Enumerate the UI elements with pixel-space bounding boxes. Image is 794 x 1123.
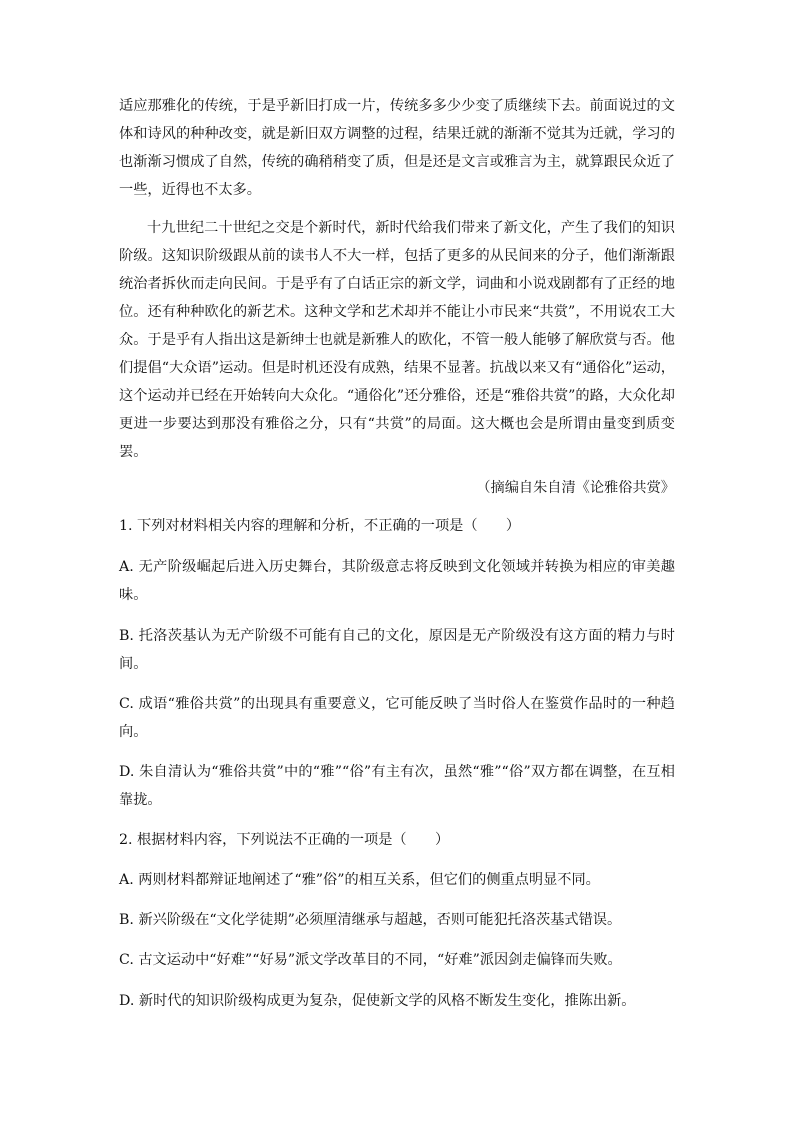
question-option: C. 成语“雅俗共赏”的出现具有重要意义，它可能反映了当时俗人在鉴赏作品时的一种趋向。 [119, 696, 675, 740]
question-stem: 2. 根据材料内容，下列说法不正确的一项是（ ） [119, 832, 450, 848]
question-option: B. 托洛茨基认为无产阶级不可能有自己的文化，原因是无产阶级没有这方面的精力与时间。 [119, 628, 675, 672]
question-option: B. 新兴阶级在“文化学徒期”必须厘清继承与超越，否则可能犯托洛茨基式错误。 [119, 912, 622, 928]
question-stem: 1. 下列对材料相关内容的理解和分析，不正确的一项是（ ） [119, 518, 521, 534]
question-option: D. 朱自清认为“雅俗共赏”中的“雅”“俗”有主有次，虽然“雅”“俗”双方都在调整，在互相靠拢。 [119, 764, 675, 808]
question-option: A. 两则材料都辩证地阐述了“雅”俗”的相互关系，但它们的侧重点明显不同。 [119, 872, 600, 888]
passage-paragraph: 适应那雅化的传统，于是乎新旧打成一片，传统多多少少变了质继续下去。前面说过的文体和诗风的种种改变，就是新旧双方调整的过程，结果迁就的渐渐不觉其为迁就，学习的也渐渐习惯成了自然，传统的确稍稍变了质，但是还是文言或雅言为主，就算跟民众近了一些，近得也不太多。 [119, 98, 675, 198]
question-option: A. 无产阶级崛起后进入历史舞台，其阶级意志将反映到文化领域并转换为相应的审美趣味。 [119, 559, 675, 603]
passage-source: （摘编自朱自清《论雅俗共赏》 [476, 480, 675, 496]
question-option: C. 古文运动中“好难”“好易”派文学改革目的不同，“好难”派因剑走偏锋而失败。 [119, 952, 622, 968]
question-option: D. 新时代的知识阶级构成更为复杂，促使新文学的风格不断发生变化，推陈出新。 [119, 993, 636, 1009]
passage-paragraph: 十九世纪二十世纪之交是个新时代，新时代给我们带来了新文化，产生了我们的知识阶级。这知识阶级跟从前的读书人不大一样，包括了更多的从民间来的分子，他们渐渐跟统治者拆伙而走向民间。于是乎有了白话正宗的新文学，词曲和小说戏剧都有了正经的地位。还有种种欧化的新艺术。这种文学和艺术却并不能让小市民来“共赏”，不用说农工大众。于是乎有人指出这是新绅士也就是新雅人的欧化，不管一般人能够了解欣赏与否。他们提倡“大众语”运动。但是时机还没有成熟，结果不显著。抗战以来又有“通俗化”运动，这个运动并已经在开始转向大众化。“通俗化”还分雅俗，还是“雅俗共赏”的路，大众化却更进一步要达到那没有雅俗之分，只有“共赏”的局面。这大概也会是所谓由量变到质变罢。 [119, 220, 675, 460]
